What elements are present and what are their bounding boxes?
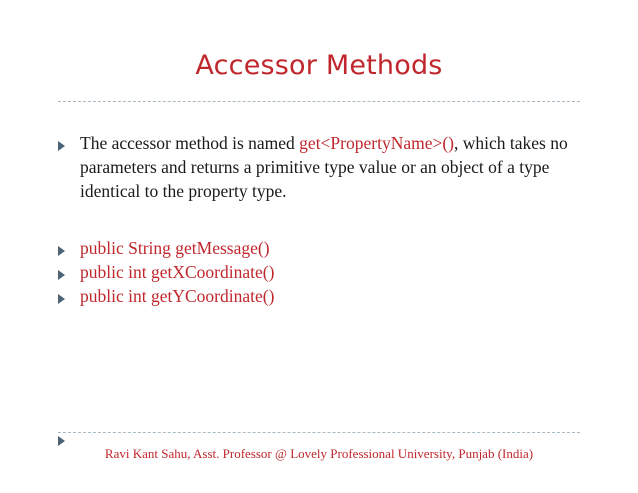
triangle-bullet-icon <box>58 294 65 304</box>
title-divider <box>58 101 580 102</box>
code-line-1: public String getMessage() <box>80 238 270 258</box>
code-line-3: public int getYCoordinate() <box>80 286 275 306</box>
paragraph-highlight: get<PropertyName>() <box>299 133 454 153</box>
triangle-bullet-icon <box>58 141 65 151</box>
triangle-bullet-icon <box>58 270 65 280</box>
description-paragraph <box>80 131 580 203</box>
footer-triangle-icon <box>58 436 65 446</box>
slide-footer: Ravi Kant Sahu, Asst. Professor @ Lovely Professional University, Punjab (India) <box>104 446 534 461</box>
paragraph-before: The accessor method is named <box>80 133 300 153</box>
triangle-bullet-icon <box>58 246 65 256</box>
code-line-2: public int getXCoordinate() <box>80 262 275 282</box>
paragraph-after: , which takes no parameters and returns a primitive type value or an object of a type identical to the property type. <box>80 133 568 201</box>
footer-divider <box>58 432 580 433</box>
slide-title: Accessor Methods <box>195 50 443 81</box>
